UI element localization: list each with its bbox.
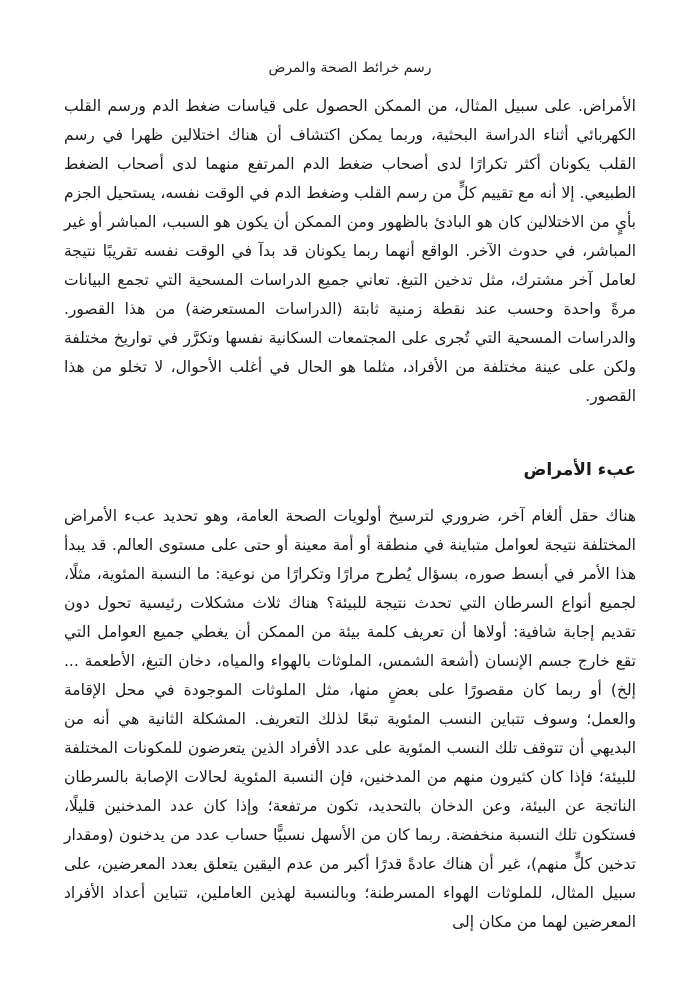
running-header: رسم خرائط الصحة والمرض (268, 60, 432, 76)
body-paragraph: الأمراض. على سبيل المثال، من الممكن الحصول على قياسات ضغط الدم ورسم القلب الكهربائي أثناء الدراسة البحثية، وربما يمكن اكتشاف أن هناك اختلالين ظهرا في رسم القلب يكونان أكثر تكرارًا لدى أصحاب ضغط الدم المرتفع منهما لدى أصحاب الضغط الطبيعي. إلا أنه مع تقييم كلٍّ من رسم القلب وضغط الدم في الوقت نفسه، يستحيل الجزم بأيٍ من الاختلالين كان هو البادئ بالظهور ومن الممكن أن يكون هو السبب، المباشر أو غير المباشر، في حدوث الآخر. الواقع أنهما ربما يكونان قد بدآ في الوقت نفسه تقريبًا نتيجة لعامل آخر مشترك، مثل تدخين التبغ. تعاني جميع الدراسات المسحية التي تجمع البيانات مرةً واحدة وحسب عند نقطة زمنية ثابتة (الدراسات المستعرضة) من هذا القصور. والدراسات المسحية التي تُجرى على المجتمعات السكانية نفسها وتكرَّر في تواريخ مختلفة ولكن على عينة مختلفة من الأفراد، مثلما هو الحال في أغلب الأحوال، لا تخلو من هذا القصور. (64, 97, 636, 405)
body-paragraph: هناك حقل ألغام آخر، ضروري لترسيخ أولويات الصحة العامة، وهو تحديد عبء الأمراض المختلفة نتيجة لعوامل متباينة في منطقة أو أمة معينة أو حتى على مستوى العالم. قد يبدأ هذا الأمر في أبسط صوره، بسؤال يُطرح مرارًا وتكرارًا من نوعية: ما النسبة المئوية، مثلًا، لجميع أنواع السرطان التي تحدث نتيجة للبيئة؟ هناك ثلاث مشكلات رئيسية تحول دون تقديم إجابة شافية: أولاها أن تعريف كلمة بيئة من الممكن أن يغطي جميع العوامل التي تقع خارج جسم الإنسان (أشعة الشمس، الملوثات بالهواء والمياه، دخان التبغ، الأطعمة ... إلخ) أو ربما كان مقصورًا على بعضٍ منها، مثل الملوثات الموجودة في محل الإقامة والعمل؛ وسوف تتباين النسب المئوية تبعًا لذلك التعريف. المشكلة الثانية هي أنه من البديهي أن تتوقف تلك النسب المئوية على عدد الأفراد الذين يتعرضون للمكونات المختلفة للبيئة؛ فإذا كان كثيرون منهم من المدخنين، فإن النسبة المئوية لحالات الإصابة بالسرطان الناتجة عن البيئة، وعن الدخان بالتحديد، تكون مرتفعة؛ وإذا كان عدد المدخنين قليلًا، فستكون تلك النسبة منخفضة. ربما كان من الأسهل نسبيًّا حساب عدد من يدخنون (ومقدار تدخين كلٍّ منهم)، غير أن هناك عادةً قدرًا أكبر من عدم اليقين يتعلق بعدد المعرضين، على سبيل المثال، للملوثات الهواء المسرطنة؛ وبالنسبة لهذين العاملين، تتباين أعداد الأفراد المعرضين لهما من مكان إلى (64, 507, 636, 931)
section-heading: عبء الأمراض (523, 460, 636, 480)
